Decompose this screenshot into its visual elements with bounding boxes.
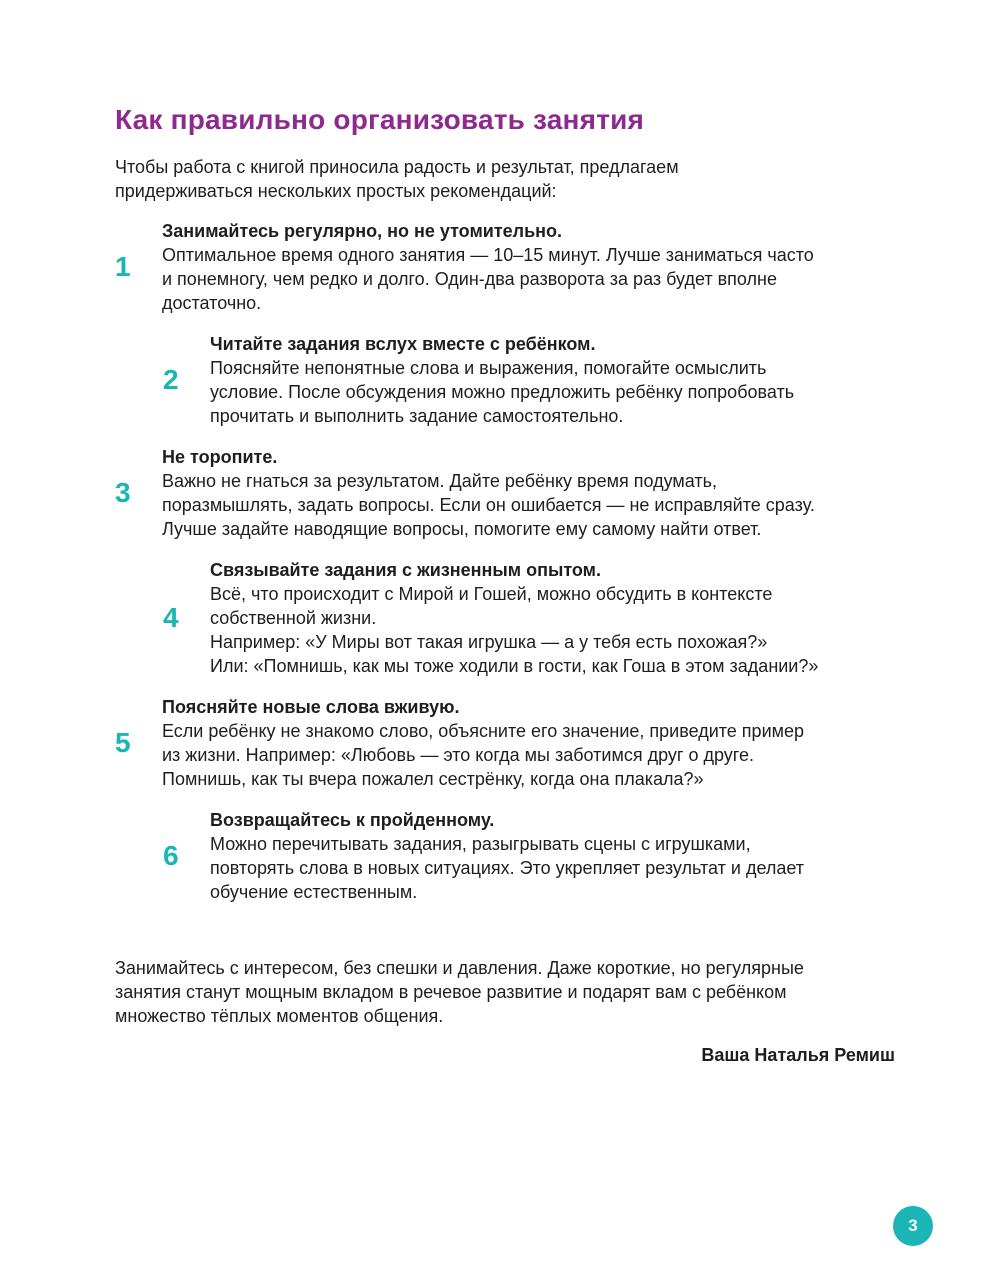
- item-text-line: достаточно.: [162, 293, 262, 313]
- item-text-line: Важно не гнаться за результатом. Дайте ребёнку время подумать,: [162, 471, 718, 491]
- item-text-line: повторять слова в новых ситуациях. Это укрепляет результат и делает: [210, 858, 805, 878]
- intro-paragraph: [115, 155, 679, 203]
- item-body: [210, 332, 915, 428]
- intro-line: придерживаться нескольких простых рекомендаций:: [115, 181, 557, 201]
- page-title: Как правильно организовать занятия: [115, 104, 645, 135]
- page-number-badge: 3: [893, 1206, 933, 1246]
- signature: Ваша Наталья Ремиш: [701, 1045, 895, 1065]
- recommendation-item: [115, 558, 915, 678]
- intro-line: Чтобы работа с книгой приносила радость и результат, предлагаем: [115, 157, 679, 177]
- item-body: [162, 445, 915, 541]
- item-text-line: Или: «Помнишь, как мы тоже ходили в гости, как Гоша в этом задании?»: [210, 656, 819, 676]
- item-number: 2: [163, 364, 179, 395]
- closing-paragraph: [115, 956, 804, 1028]
- item-text-line: Лучше задайте наводящие вопросы, помогите ему самому найти ответ.: [162, 519, 762, 539]
- recommendation-item: [115, 332, 915, 428]
- item-text-line: прочитать и выполнить задание самостоятельно.: [210, 406, 624, 426]
- item-text-line: Можно перечитывать задания, разыгрывать сцены с игрушками,: [210, 834, 751, 854]
- recommendation-item: [115, 219, 915, 315]
- closing-line: Занимайтесь с интересом, без спешки и давления. Даже короткие, но регулярные: [115, 958, 804, 978]
- item-number: 5: [115, 727, 131, 758]
- closing-line: множество тёплых моментов общения.: [115, 1006, 444, 1026]
- item-number: 3: [115, 477, 131, 508]
- item-text-line: из жизни. Например: «Любовь — это когда мы заботимся друг о друге.: [162, 745, 754, 765]
- item-number: 4: [163, 602, 179, 633]
- item-text-line: Оптимальное время одного занятия — 10–15 минут. Лучше заниматься часто: [162, 245, 814, 265]
- recommendation-item: [115, 695, 915, 791]
- closing-line: занятия станут мощным вкладом в речевое развитие и подарят вам с ребёнком: [115, 982, 787, 1002]
- item-text-line: Помнишь, как ты вчера пожалел сестрёнку, когда она плакала?»: [162, 769, 704, 789]
- item-body: [210, 808, 915, 904]
- item-text-line: обучение естественным.: [210, 882, 418, 902]
- item-text-line: условие. После обсуждения можно предложить ребёнку попробовать: [210, 382, 795, 402]
- item-text-line: Поясняйте непонятные слова и выражения, помогайте осмыслить: [210, 358, 767, 378]
- recommendations-list: [115, 219, 915, 921]
- item-text-line: собственной жизни.: [210, 608, 377, 628]
- recommendation-item: [115, 445, 915, 541]
- item-text-line: и понемногу, чем редко и долго. Один-два разворота за раз будет вполне: [162, 269, 777, 289]
- item-body: [162, 219, 915, 315]
- item-number: 6: [163, 840, 179, 871]
- item-text-line: Например: «У Миры вот такая игрушка — а у тебя есть похожая?»: [210, 632, 768, 652]
- item-heading: Не торопите.: [162, 447, 278, 467]
- item-heading: Занимайтесь регулярно, но не утомительно.: [162, 221, 563, 241]
- item-heading: Возвращайтесь к пройденному.: [210, 810, 495, 830]
- item-heading: Читайте задания вслух вместе с ребёнком.: [210, 334, 596, 354]
- item-text-line: Всё, что происходит с Мирой и Гошей, можно обсудить в контексте: [210, 584, 773, 604]
- item-number: 1: [115, 251, 131, 282]
- item-text-line: Если ребёнку не знакомо слово, объясните его значение, приведите пример: [162, 721, 805, 741]
- item-heading: Поясняйте новые слова вживую.: [162, 697, 460, 717]
- recommendation-item: [115, 808, 915, 904]
- item-body: [210, 558, 915, 678]
- item-body: [162, 695, 915, 791]
- item-heading: Связывайте задания с жизненным опытом.: [210, 560, 601, 580]
- item-text-line: поразмышлять, задать вопросы. Если он ошибается — не исправляйте сразу.: [162, 495, 815, 515]
